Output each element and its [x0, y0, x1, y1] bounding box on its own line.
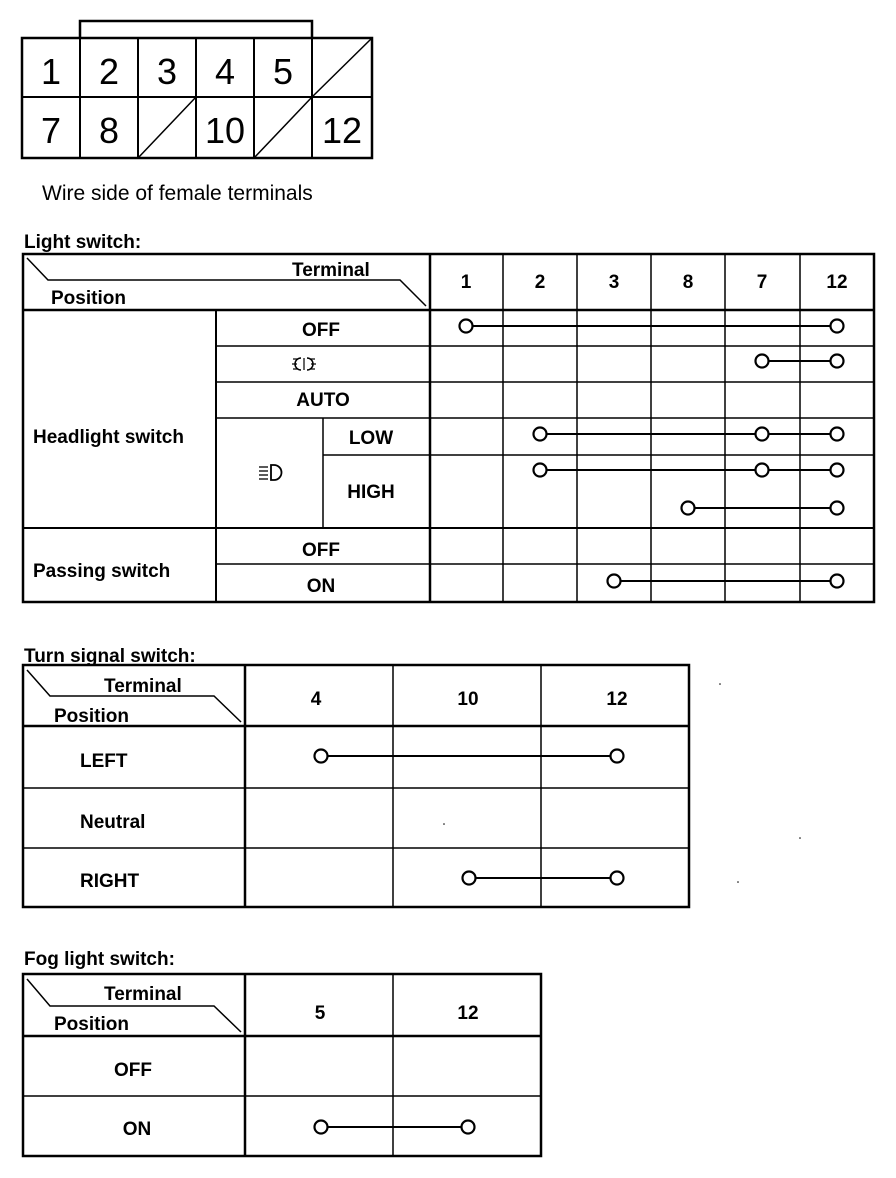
turn-left-terminal-12	[611, 750, 624, 763]
fog-light-continuity	[315, 1121, 475, 1134]
terminal-header-2: 2	[534, 272, 546, 293]
header-position: Position	[54, 706, 129, 727]
cavity-2: 2	[98, 51, 120, 92]
row-on: ON	[122, 1119, 152, 1140]
header-terminal: Terminal	[292, 260, 370, 281]
headlight-switch-label: Headlight switch	[33, 427, 184, 448]
speck	[719, 683, 721, 685]
light-parking-terminal-7	[756, 355, 769, 368]
terminal-header-8: 8	[682, 272, 694, 293]
row-left: LEFT	[80, 751, 128, 772]
light-high_a-terminal-2	[534, 464, 547, 477]
empty-cavity-9	[138, 97, 196, 158]
header-terminal: Terminal	[104, 984, 182, 1005]
row-high: HIGH	[347, 482, 395, 503]
light-low-terminal-12	[831, 428, 844, 441]
turn-signal-title: Turn signal switch:	[24, 646, 196, 667]
terminal-header-12: 12	[826, 272, 848, 293]
header-terminal: Terminal	[104, 676, 182, 697]
light-passing_on-terminal-12	[831, 575, 844, 588]
connector-diagram	[22, 21, 372, 205]
cavity-7: 7	[40, 110, 62, 151]
header-position: Position	[54, 1014, 129, 1035]
terminal-header-1: 1	[460, 272, 472, 293]
row-passing-on: ON	[306, 576, 336, 597]
light-switch-title: Light switch:	[24, 232, 142, 253]
turn-signal-continuity	[315, 750, 624, 885]
turn-right-terminal-10	[463, 872, 476, 885]
light-passing_on-terminal-3	[608, 575, 621, 588]
terminal-header-12: 12	[606, 689, 628, 710]
turn-right-terminal-12	[611, 872, 624, 885]
fog-on-terminal-12	[462, 1121, 475, 1134]
cavity-4: 4	[214, 51, 236, 92]
empty-cavity-6	[312, 38, 372, 97]
light-high_b-terminal-12	[831, 502, 844, 515]
speck	[799, 837, 801, 839]
row-right: RIGHT	[80, 871, 140, 892]
connector-lock-tab	[80, 21, 312, 38]
row-low: LOW	[348, 428, 394, 449]
row-auto: AUTO	[296, 390, 350, 411]
empty-cavity-11	[254, 97, 312, 158]
connector-caption: Wire side of female terminals	[42, 182, 313, 205]
parking-light-icon	[292, 358, 316, 370]
cavity-10: 10	[204, 110, 246, 151]
speck	[443, 823, 445, 825]
cavity-1: 1	[40, 51, 62, 92]
light-high_a-terminal-7	[756, 464, 769, 477]
light-parking-terminal-12	[831, 355, 844, 368]
terminal-header-12: 12	[457, 1003, 479, 1024]
terminal-header-5: 5	[314, 1003, 326, 1024]
cavity-5: 5	[272, 51, 294, 92]
light-high_b-terminal-8	[682, 502, 695, 515]
light-off-terminal-12	[831, 320, 844, 333]
turn-left-terminal-4	[315, 750, 328, 763]
fog-on-terminal-5	[315, 1121, 328, 1134]
light-switch-table	[23, 232, 874, 602]
cavity-8: 8	[98, 110, 120, 151]
fog-light-title: Fog light switch:	[24, 949, 175, 970]
row-neutral: Neutral	[80, 812, 146, 833]
light-low-terminal-7	[756, 428, 769, 441]
turn-signal-table	[23, 646, 689, 907]
light-low-terminal-2	[534, 428, 547, 441]
terminal-header-4: 4	[310, 689, 322, 710]
headlight-icon	[259, 465, 282, 480]
cavity-12: 12	[321, 110, 363, 151]
row-off: OFF	[302, 320, 340, 341]
light-off-terminal-1	[460, 320, 473, 333]
row-passing-off: OFF	[302, 540, 340, 561]
header-position: Position	[51, 288, 126, 309]
terminal-header-10: 10	[457, 689, 479, 710]
terminal-header-7: 7	[756, 272, 768, 293]
row-off: OFF	[114, 1060, 152, 1081]
cavity-3: 3	[156, 51, 178, 92]
passing-switch-label: Passing switch	[33, 561, 171, 582]
light-high_a-terminal-12	[831, 464, 844, 477]
terminal-header-3: 3	[608, 272, 620, 293]
speck	[737, 881, 739, 883]
